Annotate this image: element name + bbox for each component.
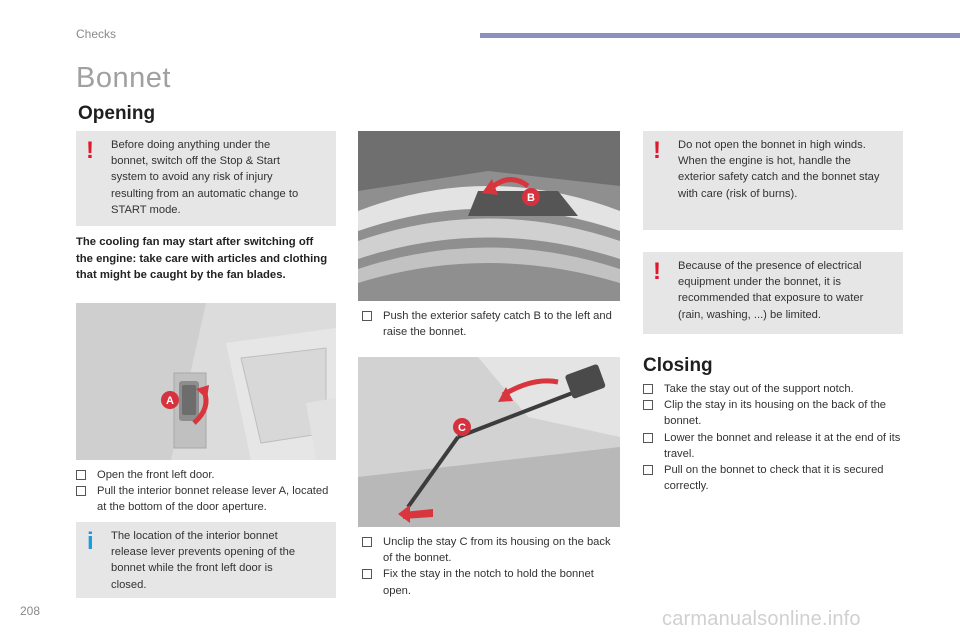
callout-b: B	[527, 192, 535, 204]
warning-box-start-stop	[76, 131, 336, 226]
checkbox-icon	[643, 400, 653, 410]
warning-text: Do not open the bonnet in high winds. When the engine is hot, handle the exterior safety catch and the bonnet stay with care (risk of burns).	[678, 139, 880, 200]
callout-c: C	[458, 422, 466, 434]
checkbox-icon	[643, 384, 653, 394]
bonnet-stay-illustration	[358, 357, 620, 527]
section-label: Checks	[76, 27, 117, 41]
page-number: 208	[20, 604, 41, 618]
step-catch	[362, 308, 620, 340]
interior-lever-illustration	[76, 303, 336, 460]
list-item: Open the front left door.	[76, 467, 336, 483]
steps-closing	[643, 381, 905, 494]
checkbox-icon	[362, 569, 372, 579]
callout-a: A	[166, 395, 174, 407]
closing-heading: Closing	[643, 355, 713, 376]
steps-lever	[76, 467, 336, 516]
warning-icon: !	[653, 137, 661, 164]
info-icon: i	[87, 528, 94, 555]
info-text: The location of the interior bonnet release lever prevents opening of the bonnet while the front left door is closed.	[111, 530, 296, 591]
page-title: Bonnet	[76, 62, 171, 94]
warning-text: Before doing anything under the bonnet, switch off the Stop & Start system to avoid any risk of injury resulting from an automatic change to START mode.	[111, 139, 299, 216]
list-item: Lower the bonnet and release it at the end of its travel.	[643, 430, 905, 462]
opening-heading: Opening	[78, 103, 156, 124]
list-item: Take the stay out of the support notch.	[643, 381, 905, 397]
list-item: Pull the interior bonnet release lever A, located at the bottom of the door aperture.	[76, 483, 336, 515]
list-item: Fix the stay in the notch to hold the bonnet open.	[362, 566, 620, 598]
checkbox-icon	[643, 465, 653, 475]
warning-icon: !	[86, 137, 94, 164]
steps-stay	[362, 534, 620, 599]
checkbox-icon	[76, 486, 86, 496]
checkbox-icon	[643, 433, 653, 443]
checkbox-icon	[76, 470, 86, 480]
safety-catch-illustration	[358, 131, 620, 301]
warning-box-wind	[643, 131, 903, 230]
warning-box-electrical	[643, 252, 903, 334]
checkbox-icon	[362, 311, 372, 321]
info-box-location	[76, 522, 336, 598]
warning-icon: !	[653, 258, 661, 285]
checkbox-icon	[362, 537, 372, 547]
warning-text: Because of the presence of electrical equipment under the bonnet, it is recommended that exposure to water (rain, washing, ...) be limited.	[678, 260, 864, 321]
header-bar	[480, 33, 960, 38]
list-item: Pull on the bonnet to check that it is secured correctly.	[643, 462, 905, 494]
list-item: Clip the stay in its housing on the back of the bonnet.	[643, 397, 905, 429]
cooling-fan-note: The cooling fan may start after switching off the engine: take care with articles and clothing that might be caught by the fan blades.	[76, 236, 328, 282]
list-item: Unclip the stay C from its housing on the back of the bonnet.	[362, 534, 620, 566]
watermark: carmanualsonline.info	[662, 608, 861, 630]
list-item: Push the exterior safety catch B to the left and raise the bonnet.	[362, 308, 620, 340]
